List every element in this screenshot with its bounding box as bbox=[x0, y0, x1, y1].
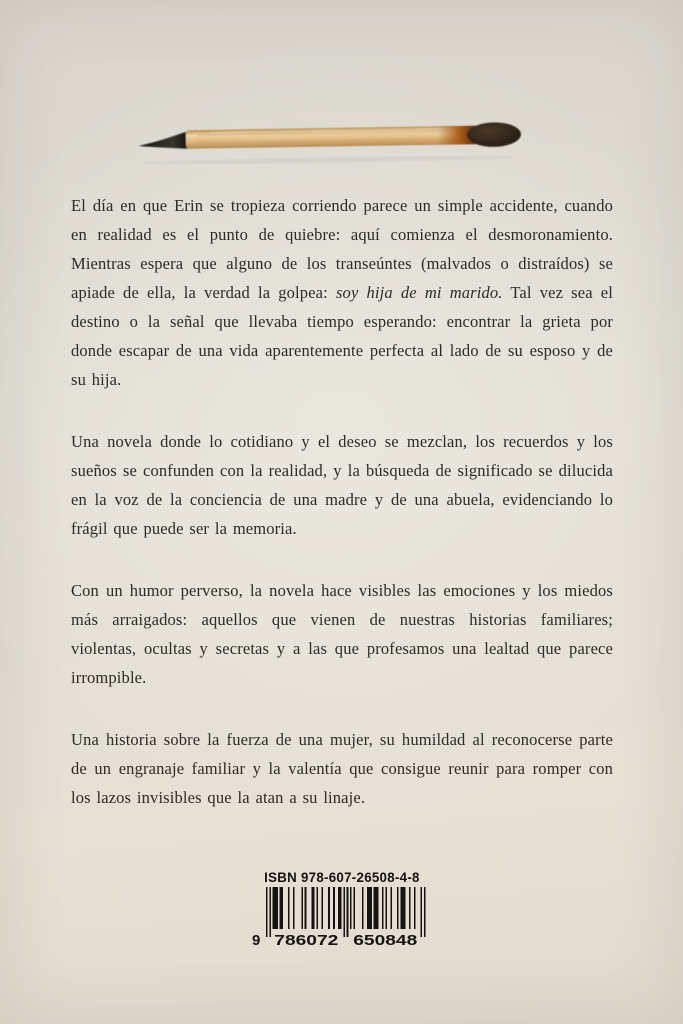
synopsis-paragraph-3: Con un humor perverso, la novela hace visibles las emociones y los miedos más arraigados: aquellos que vienen de nuestras historias familiares; violentas, ocultas y secretas y a las que profesamos una lealtad que parece irrompible. bbox=[71, 581, 613, 687]
pencil-wood-body bbox=[186, 126, 478, 149]
paragraph-1-lead: El día en que Erin se tropieza corriendo parece un simple accidente, cuando en realidad es el punto de quiebre: aquí comienza el desmoronamiento. Mientras espera que alguno de los transeúntes (malvados o distraídos) se apiade de ella, la verdad la golpea: bbox=[71, 196, 613, 302]
svg-text:650848: 650848 bbox=[352, 932, 417, 949]
pencil-shadow bbox=[145, 155, 515, 166]
paragraph-1-tail: Tal vez sea el destino o la señal que llevaba tiempo esperando: encontrar la grieta por donde escapar de una vida aparentemente perfecta al lado de su esposo y de su hija. bbox=[71, 283, 613, 389]
synopsis-paragraph-4: Una historia sobre la fuerza de una mujer, su humildad al reconocerse parte de un engranaje familiar y la valentía que consigue reunir para romper con los lazos invisibles que la atan a su linaje. bbox=[71, 730, 613, 807]
synopsis-paragraph-1 bbox=[71, 191, 613, 394]
isbn-label: ISBN 978-607-26508-4-8 bbox=[263, 869, 420, 885]
synopsis-paragraph-2: Una novela donde lo cotidiano y el deseo se mezclan, los recuerdos y los sueños se confunden con la realidad, y la búsqueda de significado se dilucida en la voz de la conciencia de una madre y de una abuela, evidenciando lo frágil que puede ser la memoria. bbox=[71, 432, 613, 538]
pencil-image bbox=[138, 111, 523, 167]
pencil-photo bbox=[138, 111, 523, 167]
svg-text:9: 9 bbox=[251, 932, 260, 949]
pencil-graphite-tip bbox=[138, 131, 188, 149]
italic-phrase: soy hija de mi marido. bbox=[335, 283, 503, 302]
synopsis-text bbox=[71, 191, 613, 845]
barcode-block bbox=[252, 869, 432, 954]
svg-text:786072: 786072 bbox=[273, 932, 338, 949]
ean-barcode bbox=[252, 887, 432, 954]
